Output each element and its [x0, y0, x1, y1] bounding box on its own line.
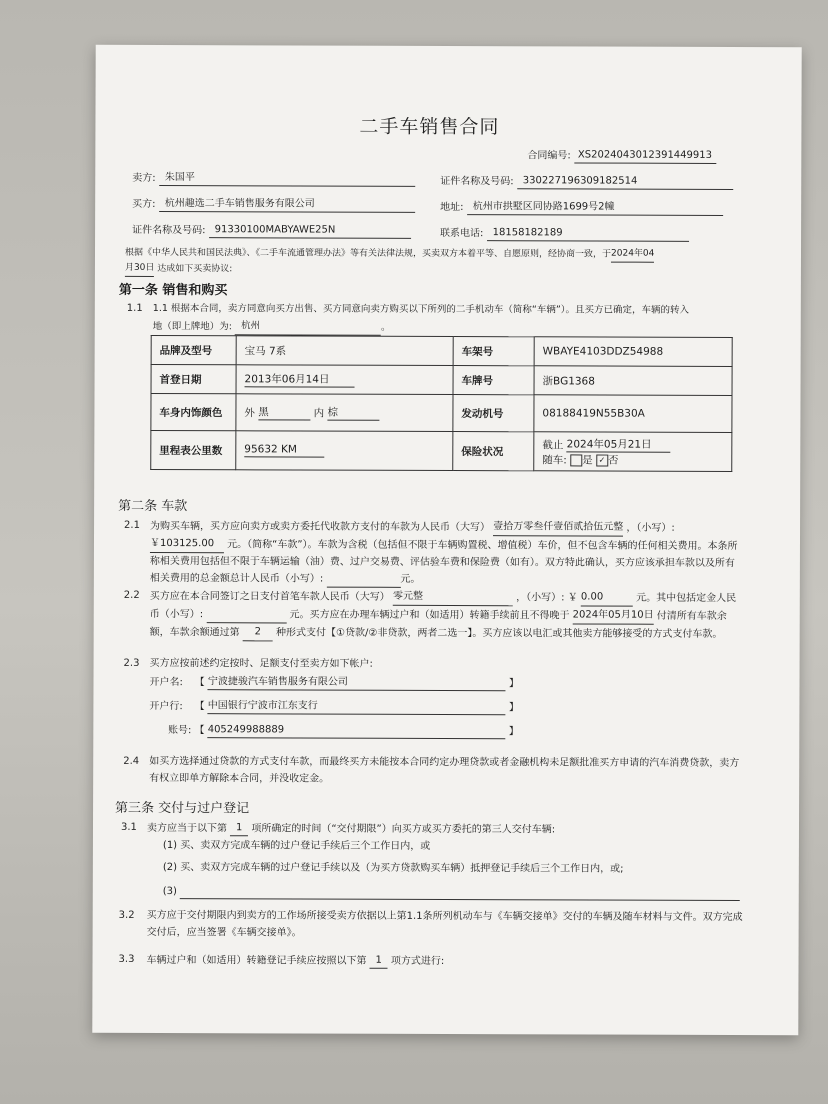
vin-value: WBAYE4103DDZ54988 [534, 337, 732, 367]
seller-id-label: 证件名称及号码: [440, 175, 514, 188]
p32-text: 买方应于交付期限内到卖方的工作场所接受卖方依据以上第1.1条所列机动车与《车辆交接单》交付的车辆及随车材料与文件。双方完成交付后，应当签署《车辆交接单》。 [146, 909, 743, 939]
p22-e: 付清所有车款余额，车款余额通过第 [149, 610, 727, 639]
p33-b: 项方式进行: [390, 955, 445, 967]
preamble [125, 245, 745, 279]
color-out-value: 黑 [258, 404, 310, 420]
buyer-address-label: 地址: [440, 201, 464, 214]
table-row [151, 430, 732, 471]
p21-c: 元。（简称“车款”）。车款为含税（包括但不限于车辆购置税、增值税）车价，但不包含车辆的任何相关费用。本条所称相关费用包括但不限于车辆运输（油）费、过户交易费、评估验车费和保险费（如有）。双方特此确认，买方应该承担车款以及所有相关费用的总金额总计人民币（小写）: [149, 539, 738, 585]
plate-label: 车牌号 [453, 366, 534, 395]
option-3 [163, 885, 740, 901]
bracket-left: 【 [194, 701, 205, 713]
buyer-value: 杭州趣选二手车销售服务有限公司 [159, 197, 415, 213]
preamble-text2: 达成如下买卖协议: [157, 263, 233, 275]
bracket-right: 】 [508, 702, 519, 714]
option-3-blank [180, 885, 740, 901]
table-row [151, 393, 732, 432]
seller-id-row [440, 174, 733, 190]
option-1: (1) 买、卖双方完成车辆的过户登记手续后三个工作日内，或 [162, 840, 431, 852]
bracket-right: 】 [509, 678, 520, 690]
p33-num: 3.3 [118, 953, 135, 965]
account-no-label: 账号: [167, 725, 192, 737]
seller-label: 卖方: [132, 172, 156, 184]
seller-id-value: 330227196309182514 [517, 174, 733, 190]
table-row [151, 364, 732, 395]
option-2: (2) 买、卖双方完成车辆的过户登记手续以及（为买方贷款购买车辆）抵押登记手续后三个工作日内，或; [162, 862, 624, 875]
account-no-row [149, 723, 519, 739]
vehicle-table [150, 335, 732, 472]
p23-num: 2.3 [123, 657, 140, 669]
color-cell [236, 394, 453, 432]
section1-text: 1.1 根据本合同，卖方同意向买方出售、买方同意向卖方购买以下所列的二手机动车（简称“车辆”）。且买方已确定，车辆的转入 地（即上牌地）为: 杭州 。 [153, 300, 753, 337]
buyer-phone-label: 联系电话: [440, 227, 484, 240]
engine-value: 08188419N55B30A [534, 395, 732, 433]
preamble-date-a: 2024年04 [611, 247, 654, 263]
p22-amount-lower: 0.00 [581, 588, 633, 606]
p21-a: 为购买车辆，买方应向卖方或卖方委托代收款方支付的车款为人民币（大写） [150, 520, 491, 534]
p24-text: 如买方选择通过贷款的方式支付车款，而最终买方未能按本合同约定办理贷款或者金融机构未足额批准买方申请的汽车消费贷款，卖方有权立即单方解除本合同，并没收定金。 [149, 755, 740, 785]
checkbox-no[interactable]: ✓ [596, 454, 608, 466]
buyer-label: 买方: [132, 198, 156, 210]
p31-b: 项所确定的时间（“交付期限”）向买方或买方委托的第三人交付车辆: [251, 823, 556, 836]
brand-label: 品牌及型号 [151, 335, 236, 364]
mileage-value: 95632 KM [244, 443, 324, 457]
p31-a: 卖方应当于以下第 [146, 822, 228, 835]
p21-total-blank [326, 574, 400, 588]
section1-text-a: 1.1 根据本合同，卖方同意向买方出售、买方同意向卖方购买以下所列的二手机动车（简称“车辆”）。且买方已确定，车辆的转入 [152, 302, 690, 316]
contract-no-value: XS2024043012391449913 [574, 148, 716, 163]
contract-no [527, 148, 716, 164]
transfer-city: 杭州 [235, 317, 381, 336]
mileage-cell [236, 431, 453, 471]
contract-page [92, 45, 801, 1035]
reg-date-value: 2013年06月14日 [245, 371, 355, 387]
p22-payment-way: 2 [243, 623, 273, 641]
section3-heading: 第三条 交付与过户登记 [115, 800, 250, 817]
p21-amount-upper: 壹拾万零叁仟壹佰贰拾伍元整 [493, 518, 623, 536]
color-in-prefix: 内 [313, 407, 325, 420]
page-title: 二手车销售合同 [359, 115, 500, 139]
bracket-left: 【 [194, 725, 205, 737]
bracket-right: 】 [508, 726, 519, 738]
with-car-label: 随车: [542, 453, 567, 466]
mileage-label: 里程表公里数 [151, 430, 236, 469]
p22-a: 买方应在本合同签订之日支付首笔车款人民币（大写） [149, 590, 390, 603]
bank-row [149, 699, 519, 715]
p22-amount-upper: 零元整 [393, 588, 513, 606]
vin-label: 车架号 [453, 337, 534, 366]
p22-text [150, 587, 740, 643]
insurance-cell [534, 432, 732, 472]
account-name-value: 宁波捷骏汽车销售服务有限公司 [208, 675, 506, 691]
buyer-address-value: 杭州市拱墅区同协路1699号2幢 [467, 200, 723, 216]
no-label: 否 [607, 454, 619, 467]
p22-b: ，（小写）: ￥ [516, 592, 578, 604]
buyer-id-row [132, 223, 411, 239]
p22-d: 元。买方应在办理车辆过户和（如适用）转籍手续前且不得晚于 [289, 609, 570, 622]
p21-text [150, 517, 740, 589]
reg-date-label: 首登日期 [151, 364, 236, 393]
p32-num: 3.2 [118, 909, 135, 921]
buyer-phone-value: 18158182189 [487, 226, 689, 242]
p21-b: ，（小写）: [626, 522, 675, 534]
p22-deadline: 2024年05月10日 [573, 606, 654, 624]
buyer-id-label: 证件名称及号码: [132, 224, 206, 237]
buyer-phone-row [440, 226, 689, 242]
p33-item: 1 [370, 954, 388, 969]
p33-text [147, 953, 445, 969]
insurance-until-label: 截止 [542, 438, 564, 451]
section1-num: 1.1 [126, 302, 143, 314]
color-in-value: 棕 [327, 405, 379, 421]
bank-value: 中国银行宁波市江东支行 [208, 699, 506, 715]
insurance-until-value: 2024年05月21日 [567, 436, 671, 452]
option-3-label: (3) [162, 886, 177, 898]
account-no-value: 405249988889 [208, 723, 506, 739]
contract-no-label: 合同编号: [527, 150, 571, 162]
p21-d: 元。 [400, 573, 421, 585]
p31-item: 1 [230, 821, 248, 836]
section2-heading: 第二条 车款 [118, 498, 188, 515]
buyer-row [132, 197, 415, 213]
p22-deposit-blank [206, 609, 286, 623]
p22-num: 2.2 [123, 589, 140, 601]
bracket-left: 【 [194, 677, 205, 689]
p21-num: 2.1 [124, 519, 140, 531]
p22-c: 元。其中包括定金人民币（小写）: [149, 592, 737, 621]
seller-value: 朱国平 [159, 171, 415, 187]
color-out-prefix: 外 [244, 407, 255, 420]
seller-row [132, 171, 415, 187]
buyer-id-value: 91330100MABYAWE25N [209, 223, 411, 239]
p31-num: 3.1 [120, 821, 137, 833]
bank-label: 开户行: [149, 700, 183, 713]
buyer-address-row [440, 200, 723, 216]
table-row [151, 335, 732, 366]
p23-text: 买方应按前述约定按时、足额支付至卖方如下帐户: [149, 657, 373, 670]
p22-f: 种形式支付【①贷款/②非贷款，两者二选一】。买方应该以电汇或其他卖方能够接受的方式支付车款。 [276, 627, 723, 640]
preamble-date-b: 月30日 [125, 261, 155, 277]
reg-date-cell [236, 365, 453, 395]
color-label: 车身内饰颜色 [151, 393, 236, 430]
p24-num: 2.4 [123, 755, 140, 767]
preamble-text: 根据《中华人民共和国民法典》、《二手车流通管理办法》等有关法律法规，买卖双方本着平等、自愿原则，经协商一致，于 [124, 247, 612, 260]
engine-label: 发动机号 [453, 395, 534, 432]
yes-label: 是 [582, 453, 593, 467]
plate-value: 浙BG1368 [534, 366, 732, 396]
insurance-label: 保险状况 [453, 432, 534, 471]
section1-heading: 第一条 销售和购买 [118, 282, 228, 299]
account-name-label: 开户名: [149, 676, 183, 689]
p31-text [147, 821, 555, 837]
brand-value: 宝马 7系 [236, 336, 453, 366]
p33-a: 车辆过户和（如适用）转籍登记手续应按照以下第 [146, 954, 367, 967]
checkbox-yes[interactable] [570, 454, 582, 466]
account-name-row [149, 675, 519, 691]
p21-amount-lower: ￥103125.00 [150, 535, 224, 553]
section1-text-b: 地（即上牌地）为: [152, 320, 232, 333]
